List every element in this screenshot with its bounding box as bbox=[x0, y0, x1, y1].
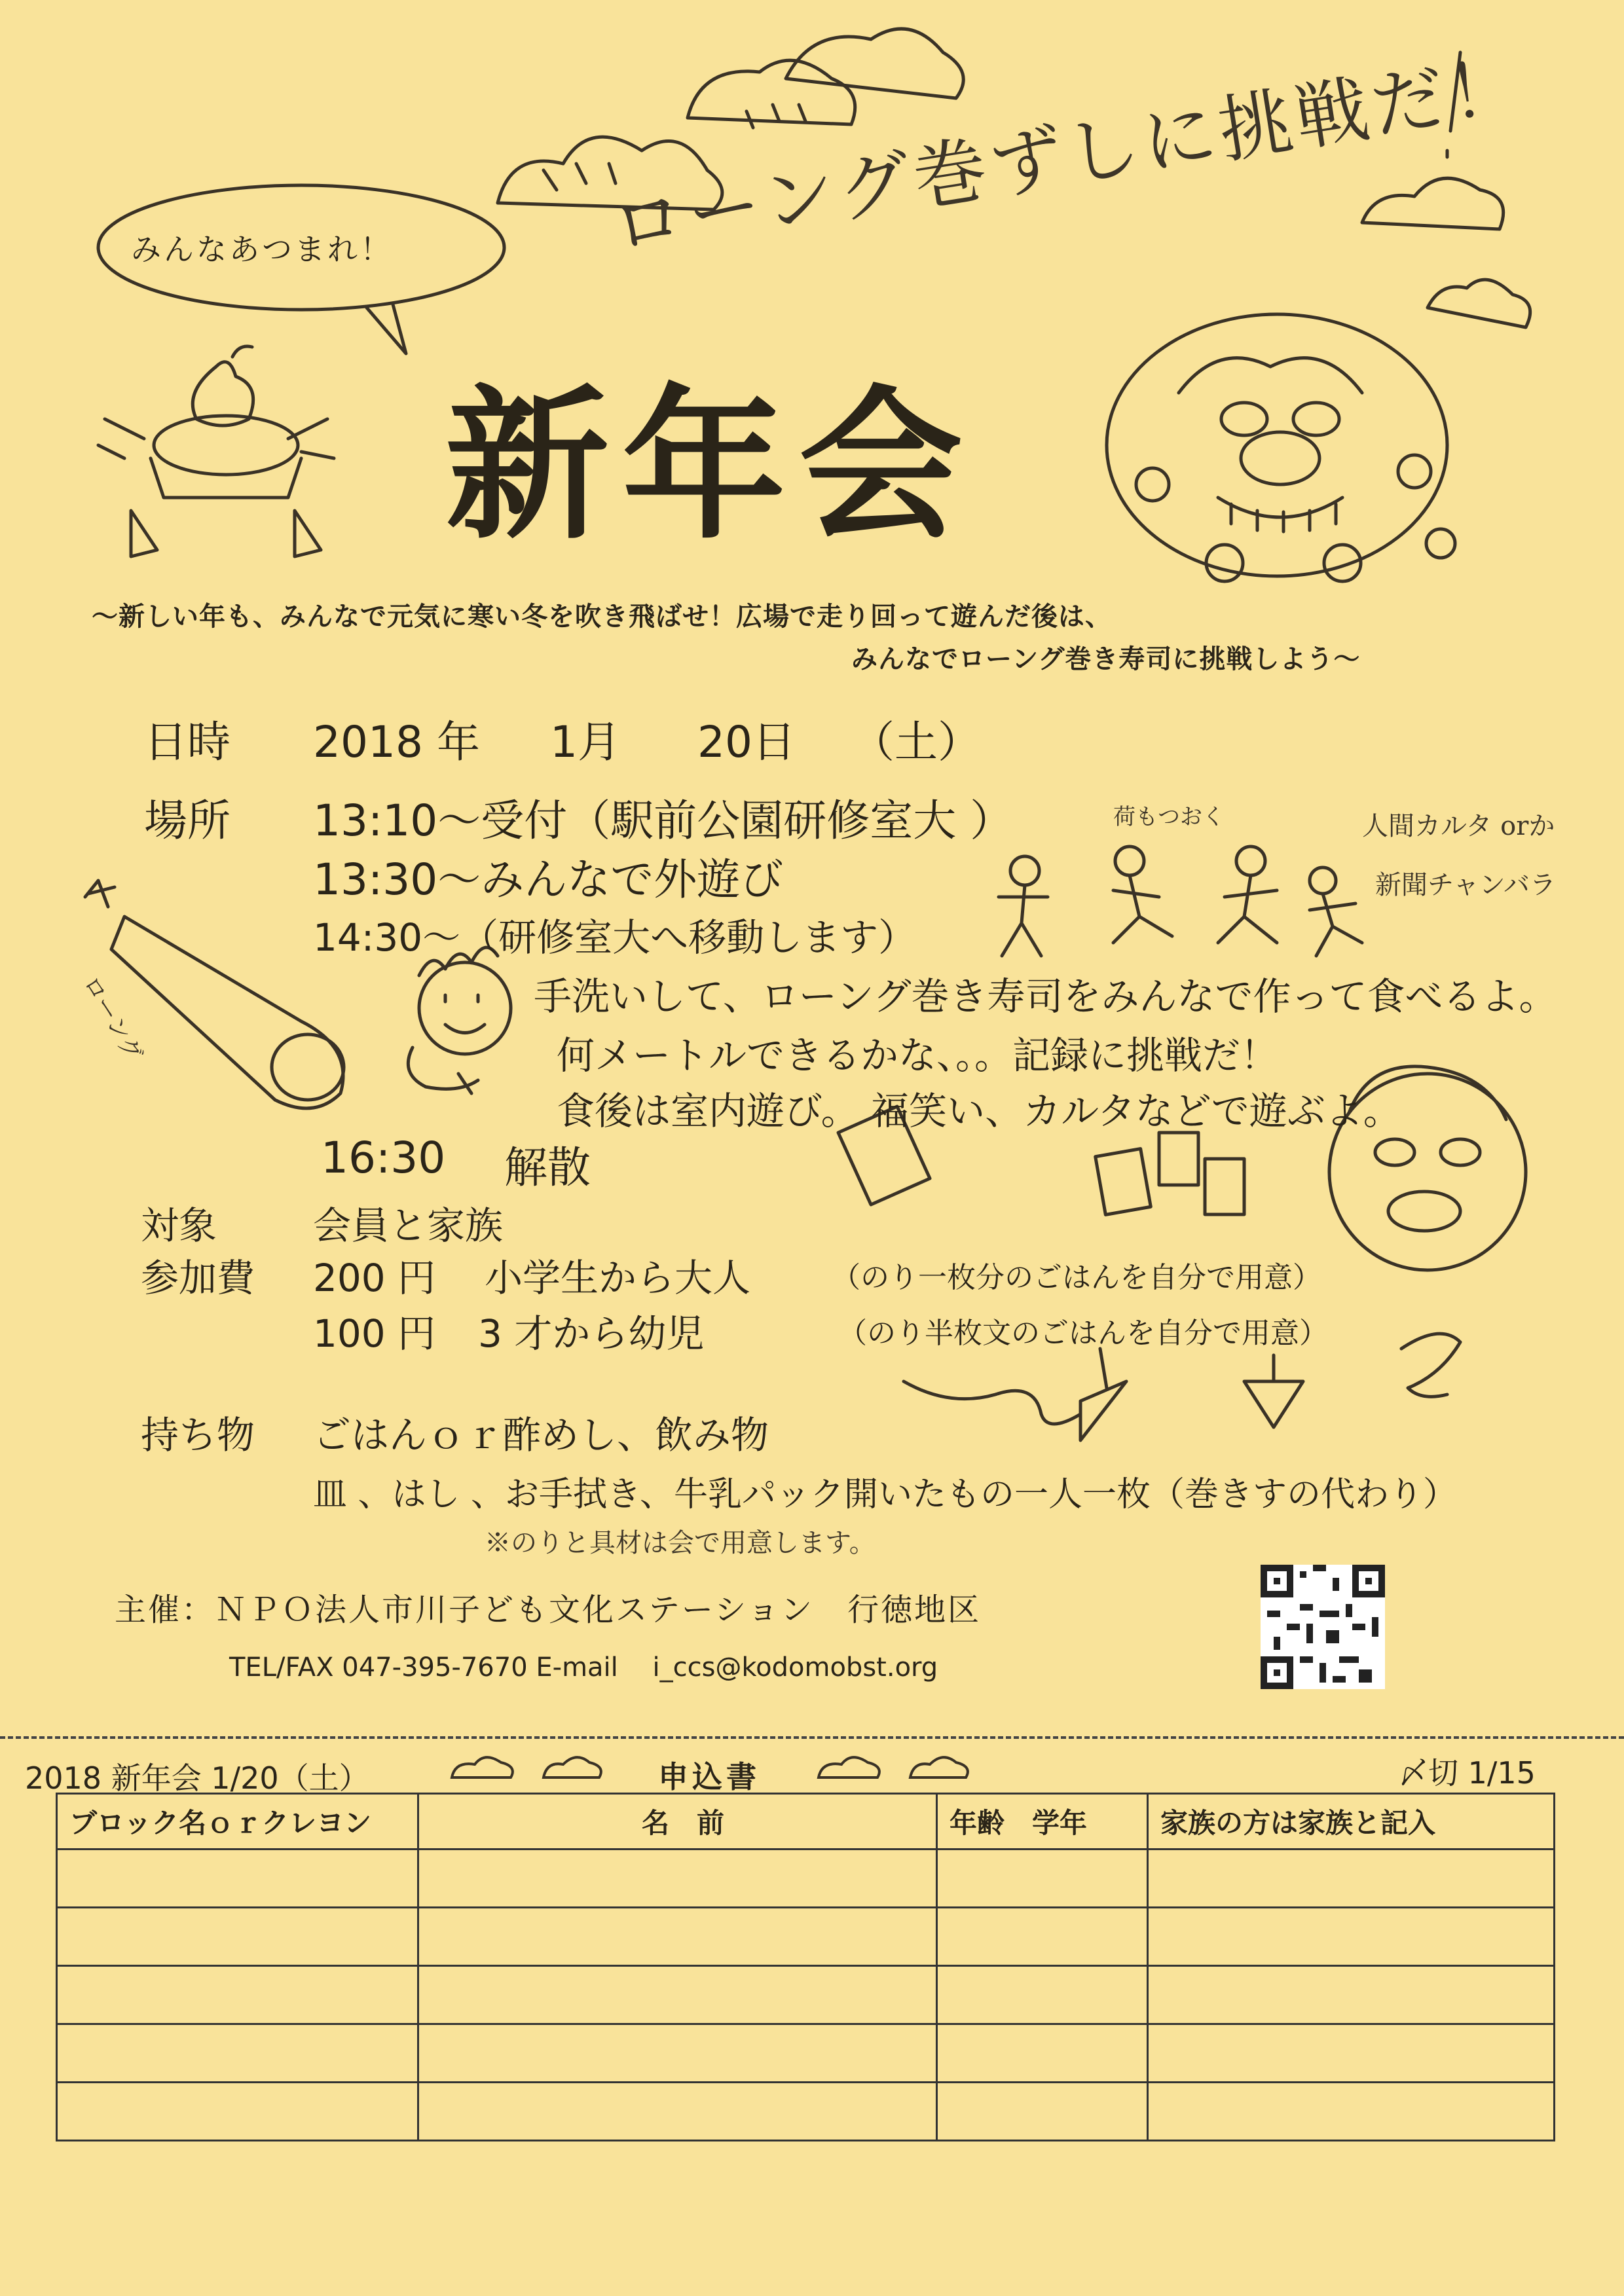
kagami-mochi-icon bbox=[98, 346, 334, 556]
target-value: 会員と家族 bbox=[313, 1203, 504, 1248]
speech-bubble-icon bbox=[98, 185, 504, 354]
contact-info: TEL/FAX 047-395-7670 E-mail i_ccs@kodomobst.org bbox=[229, 1652, 938, 1683]
handnote-roll: ローング bbox=[77, 972, 147, 1066]
table-header-row bbox=[57, 1794, 1555, 1850]
column-header-family: 家族の方は家族と記入 bbox=[1148, 1794, 1555, 1850]
speech-bubble-text: みんなあつまれ！ bbox=[131, 232, 393, 267]
page-title: 新年会 bbox=[445, 371, 976, 561]
activity-record: 何メートルできるかな、。。記録に挑戦だ！ bbox=[557, 1033, 1279, 1078]
fee-child-price: 100 円 bbox=[313, 1311, 436, 1356]
fee-adult-price: 200 円 bbox=[313, 1256, 436, 1300]
handwritten-title: ローング巻ずしに挑戦だ！ bbox=[604, 41, 1532, 271]
schedule-reception: 13:10～受付（駅前公園研修室大 ） bbox=[313, 795, 1014, 846]
lion-dance-face-icon bbox=[1107, 314, 1455, 581]
handnote-game-2: 新聞チャンバラ bbox=[1375, 870, 1556, 900]
bring-note: ※のりと具材は会で用意します。 bbox=[485, 1528, 876, 1558]
column-header-name: 名 前 bbox=[418, 1794, 937, 1850]
table-row[interactable] bbox=[57, 2083, 1555, 2141]
child-eating-icon bbox=[408, 947, 511, 1093]
table-row[interactable] bbox=[57, 1966, 1555, 2024]
form-event-label: 2018 新年会 1/20（土） bbox=[25, 1760, 369, 1796]
column-header-age-grade: 年齢 学年 bbox=[937, 1794, 1148, 1850]
target-label: 対象 bbox=[141, 1203, 217, 1248]
dismiss-time: 16:30 bbox=[321, 1133, 446, 1183]
column-header-block: ブロック名ｏｒクレヨン bbox=[57, 1794, 418, 1850]
tagline-line-1: ～新しい年も、みんなで元気に寒い冬を吹き飛ばせ！広場で走り回って遊んだ後は、 bbox=[92, 602, 1112, 632]
fee-child-note: （のり半枚文のごはんを自分で用意） bbox=[838, 1317, 1328, 1350]
date-month: 1月 bbox=[550, 717, 621, 767]
date-year: 2018 年 bbox=[313, 717, 480, 767]
schedule-move: 14:30～（研修室大へ移動します） bbox=[313, 915, 917, 960]
activity-indoor-games: 食後は室内遊び。 福笑い、カルタなどで遊ぶよ。 bbox=[557, 1089, 1401, 1133]
bring-items-2: 皿 、はし 、お手拭き、牛乳パック開いたもの一人一枚（巻きすの代わり） bbox=[313, 1475, 1457, 1514]
qr-code-icon bbox=[1261, 1565, 1385, 1689]
place-label: 場所 bbox=[144, 795, 231, 846]
bring-items-1: ごはんｏｒ酢めし、飲み物 bbox=[313, 1413, 769, 1457]
pine-cloud-icon bbox=[445, 1748, 616, 1787]
fee-adult-who: 小学生から大人 bbox=[485, 1256, 751, 1300]
fee-label: 参加費 bbox=[141, 1256, 255, 1300]
running-people-icon bbox=[999, 847, 1362, 956]
form-title: 申込書 bbox=[658, 1759, 760, 1795]
application-table bbox=[56, 1793, 1555, 2141]
cut-line bbox=[0, 1736, 1624, 1739]
form-deadline: 〆切 1/15 bbox=[1398, 1755, 1536, 1791]
date-weekday: （土） bbox=[851, 717, 981, 767]
table-row[interactable] bbox=[57, 2024, 1555, 2083]
date-day: 20日 bbox=[697, 717, 796, 767]
bring-label: 持ち物 bbox=[141, 1413, 255, 1457]
sushi-roll-icon bbox=[85, 881, 344, 1108]
fee-adult-note: （のり一枚分のごはんを自分で用意） bbox=[832, 1261, 1321, 1294]
activity-sushi: 手洗いして、ローング巻き寿司をみんなで作って食べるよ。 bbox=[534, 974, 1557, 1019]
date-label: 日時 bbox=[144, 717, 231, 767]
table-row[interactable] bbox=[57, 1850, 1555, 1908]
dismiss-label: 解散 bbox=[504, 1142, 591, 1193]
fee-child-who: 3 才から幼児 bbox=[478, 1311, 705, 1356]
table-row[interactable] bbox=[57, 1908, 1555, 1966]
tagline-line-2: みんなでローング巻き寿司に挑戦しよう～ bbox=[851, 644, 1361, 674]
handnote-game-1: 人間カルタ orか bbox=[1362, 811, 1555, 841]
organizer: 主催：ＮＰＯ法人市川子ども文化ステーション 行徳地区 bbox=[115, 1592, 982, 1628]
pine-cloud-icon bbox=[812, 1748, 982, 1787]
handnote-luggage: 荷もつおく bbox=[1113, 804, 1225, 830]
schedule-outdoor-play: 13:30～みんなで外遊び bbox=[313, 854, 784, 905]
